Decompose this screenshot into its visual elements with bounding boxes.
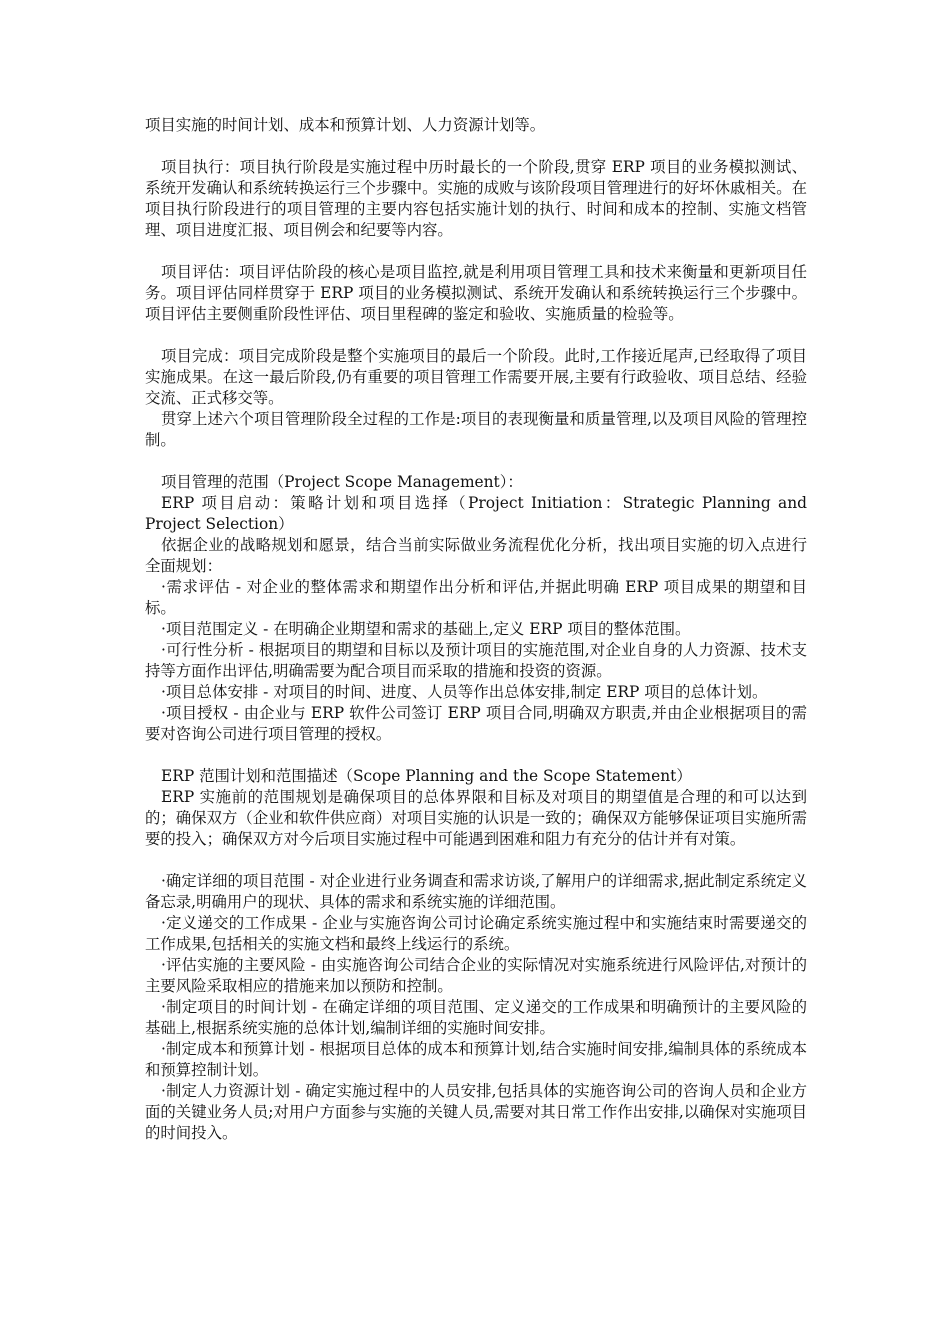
spacer (145, 241, 807, 262)
document-body (145, 115, 807, 1144)
spacer (145, 136, 807, 157)
paragraph-throughout-work: 贯穿上述六个项目管理阶段全过程的工作是:项目的表现衡量和质量管理,以及项目风险的管理控制。 (145, 410, 807, 449)
heading-scope-planning: ERP 范围计划和范围描述（Scope Planning and the Scope Statement） (161, 767, 692, 785)
paragraph-strategy-planning: 依据企业的战略规划和愿景，结合当前实际做业务流程优化分析，找出项目实施的切入点进行全面规划： (145, 536, 807, 575)
spacer (145, 850, 807, 871)
paragraph-scope-planning: ERP 实施前的范围规划是确保项目的总体界限和目标及对项目的期望值是合理的和可以达到的；确保双方（企业和软件供应商）对项目实施的认识是一致的；确保双方能够保证项目实施所需要的投入；确保双方对今后项目实施过程中可能遇到困难和阻力有充分的估计并有对策。 (145, 788, 807, 848)
bullet-feasibility-analysis: ·可行性分析 - 根据项目的期望和目标以及预计项目的实施范围,对企业自身的人力资源、技术支持等方面作出评估,明确需要为配合项目而采取的措施和投资的资源。 (145, 641, 807, 680)
bullet-risk-assessment: ·评估实施的主要风险 - 由实施咨询公司结合企业的实际情况对实施系统进行风险评估,对预计的主要风险采取相应的措施来加以预防和控制。 (145, 956, 807, 995)
bullet-project-authorization: ·项目授权 - 由企业与 ERP 软件公司签订 ERP 项目合同,明确双方职责,并由企业根据项目的需要对咨询公司进行项目管理的授权。 (145, 704, 807, 743)
heading-project-initiation: ERP 项目启动：策略计划和项目选择（Project Initiation：Strategic Planning and Project Selection） (145, 494, 807, 533)
bullet-overall-arrangement: ·项目总体安排 - 对项目的时间、进度、人员等作出总体安排,制定 ERP 项目的总体计划。 (161, 683, 768, 701)
paragraph-project-evaluation: 项目评估：项目评估阶段的核心是项目监控,就是利用项目管理工具和技术来衡量和更新项目任务。项目评估同样贯穿于 ERP 项目的业务模拟测试、系统开发确认和系统转换运行三个步骤中。项目评估主要侧重阶段性评估、项目里程碑的鉴定和验收、实施质量的检验等。 (145, 263, 807, 323)
bullet-scope-definition: ·项目范围定义 - 在明确企业期望和需求的基础上,定义 ERP 项目的整体范围。 (161, 620, 691, 638)
paragraph-project-execution: 项目执行：项目执行阶段是实施过程中历时最长的一个阶段,贯穿 ERP 项目的业务模拟测试、系统开发确认和系统转换运行三个步骤中。实施的成败与该阶段项目管理进行的好坏休戚相关。在项目执行阶段进行的项目管理的主要内容包括实施计划的执行、时间和成本的控制、实施文档管理、项目进度汇报、项目例会和纪要等内容。 (145, 158, 807, 239)
heading-scope-management: 项目管理的范围（Project Scope Management）： (161, 473, 523, 491)
spacer (145, 325, 807, 346)
bullet-deliverables: ·定义递交的工作成果 - 企业与实施咨询公司讨论确定系统实施过程中和实施结束时需要递交的工作成果,包括相关的实施文档和最终上线运行的系统。 (145, 914, 807, 953)
bullet-detailed-scope: ·确定详细的项目范围 - 对企业进行业务调查和需求访谈,了解用户的详细需求,据此制定系统定义备忘录,明确用户的现状、具体的需求和系统实施的详细范围。 (145, 872, 807, 911)
paragraph-plan-summary: 项目实施的时间计划、成本和预算计划、人力资源计划等。 (145, 116, 546, 134)
paragraph-project-completion: 项目完成：项目完成阶段是整个实施项目的最后一个阶段。此时,工作接近尾声,已经取得了项目实施成果。在这一最后阶段,仍有重要的项目管理工作需要开展,主要有行政验收、项目总结、经验交流、正式移交等。 (145, 347, 807, 407)
spacer (145, 451, 807, 472)
bullet-needs-assessment: ·需求评估 - 对企业的整体需求和期望作出分析和评估,并据此明确 ERP 项目成果的期望和目标。 (145, 578, 807, 617)
bullet-time-plan: ·制定项目的时间计划 - 在确定详细的项目范围、定义递交的工作成果和明确预计的主要风险的基础上,根据系统实施的总体计划,编制详细的实施时间安排。 (145, 998, 807, 1037)
spacer (145, 745, 807, 766)
bullet-cost-budget: ·制定成本和预算计划 - 根据项目总体的成本和预算计划,结合实施时间安排,编制具体的系统成本和预算控制计划。 (145, 1040, 807, 1079)
bullet-hr-plan: ·制定人力资源计划 - 确定实施过程中的人员安排,包括具体的实施咨询公司的咨询人员和企业方面的关键业务人员;对用户方面参与实施的关键人员,需要对其日常工作作出安排,以确保对实施项目的时间投入。 (145, 1082, 807, 1142)
